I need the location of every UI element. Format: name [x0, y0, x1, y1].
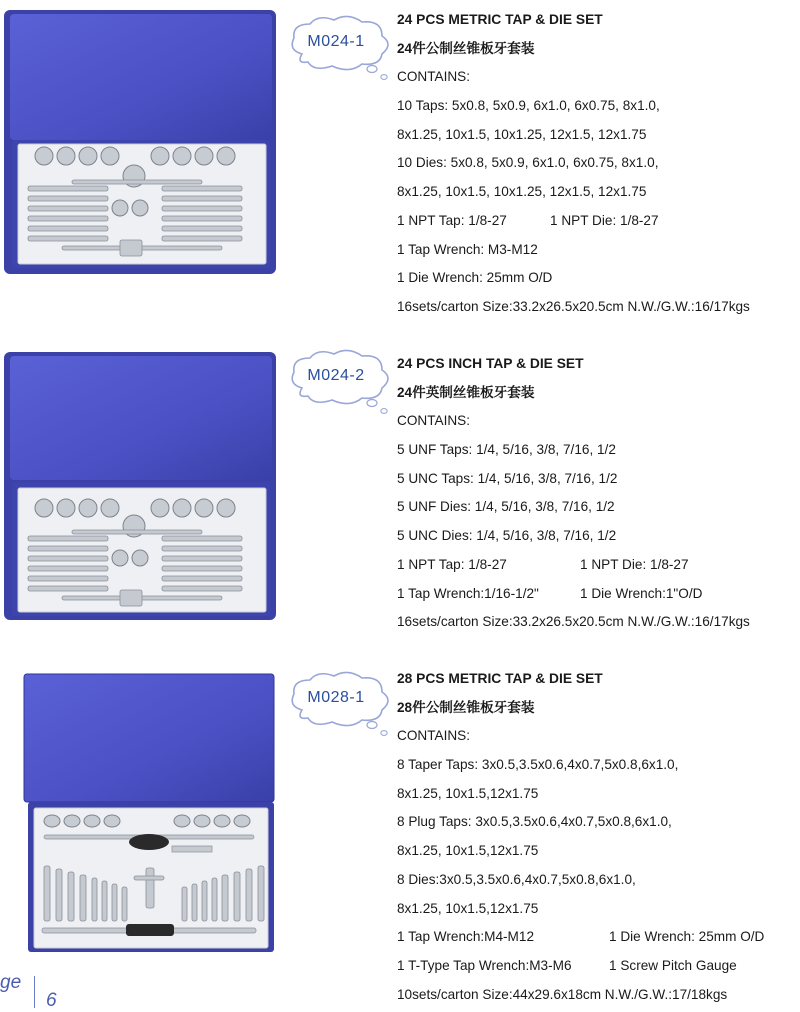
- spec-line: 8 Plug Taps: 3x0.5,3.5x0.6,4x0.7,5x0.8,6x1.0,: [397, 814, 672, 830]
- product-title: 28 PCS METRIC TAP & DIE SET: [397, 671, 603, 686]
- spec-pair-right: 1 Die Wrench: 25mm O/D: [609, 929, 765, 945]
- spec-line: 8 Taper Taps: 3x0.5,3.5x0.6,4x0.7,5x0.8,6x1.0,: [397, 757, 679, 773]
- spec-pair-right: 1 NPT Die: 1/8-27: [580, 556, 689, 572]
- page-label-fragment: ge: [0, 972, 22, 993]
- product-m028-1: [0, 660, 800, 1005]
- page-number: 6: [46, 990, 57, 1011]
- spec-pair-line: [397, 207, 750, 236]
- spec-line: 10 Taps: 5x0.8, 5x0.9, 6x1.0, 6x0.75, 8x1.0,: [397, 98, 660, 114]
- model-code: M024-1: [307, 33, 365, 50]
- product-subtitle: 24件公制丝锥板牙套装: [397, 40, 535, 56]
- spec-pair-left: 1 NPT Tap: 1/8-27: [397, 556, 507, 572]
- spec-block: [397, 350, 750, 637]
- spec-line: 8x1.25, 10x1.5, 10x1.25, 12x1.5, 12x1.75: [397, 184, 647, 200]
- product-photo-case: [22, 672, 278, 957]
- contains-label: CONTAINS:: [397, 728, 471, 744]
- spec-line: 5 UNC Dies: 1/4, 5/16, 3/8, 7/16, 1/2: [397, 528, 617, 544]
- spec-pair-left: 1 Tap Wrench:M4-M12: [397, 929, 535, 945]
- product-subtitle: 28件公制丝锥板牙套装: [397, 699, 535, 715]
- spec-pair-line: [397, 923, 765, 952]
- spec-pair-line: [397, 952, 737, 981]
- spec-line: 5 UNF Dies: 1/4, 5/16, 3/8, 7/16, 1/2: [397, 499, 615, 515]
- spec-line: 8x1.25, 10x1.5, 10x1.25, 12x1.5, 12x1.75: [397, 126, 647, 142]
- spec-line: 8x1.25, 10x1.5,12x1.75: [397, 843, 539, 859]
- spec-line: 5 UNF Taps: 1/4, 5/16, 3/8, 7/16, 1/2: [397, 442, 616, 458]
- model-code-bubble: [286, 348, 402, 418]
- spec-pair-right: 1 Screw Pitch Gauge: [609, 957, 737, 973]
- spec-line: 8x1.25, 10x1.5,12x1.75: [397, 900, 539, 916]
- product-photo-case: [2, 8, 280, 278]
- spec-line: 1 Tap Wrench: M3-M12: [397, 241, 538, 257]
- product-title: 24 PCS INCH TAP & DIE SET: [397, 356, 584, 371]
- product-title: 24 PCS METRIC TAP & DIE SET: [397, 12, 603, 27]
- model-code: M024-2: [307, 367, 365, 384]
- tool-case-illustration: [22, 672, 278, 957]
- packing-info: 16sets/carton Size:33.2x26.5x20.5cm N.W./G.W.:16/17kgs: [397, 614, 750, 630]
- spec-block: [397, 6, 750, 322]
- spec-block: [397, 665, 765, 1009]
- model-code-bubble: [286, 670, 402, 740]
- spec-pair-line: [397, 580, 750, 609]
- spec-line: 10 Dies: 5x0.8, 5x0.9, 6x1.0, 6x0.75, 8x1.0,: [397, 155, 659, 171]
- packing-info: 10sets/carton Size:44x29.6x18cm N.W./G.W.:17/18kgs: [397, 986, 728, 1002]
- model-code-bubble: [286, 14, 402, 84]
- spec-pair-left: 1 T-Type Tap Wrench:M3-M6: [397, 957, 572, 973]
- spec-pair-right: 1 NPT Die: 1/8-27: [550, 212, 659, 228]
- contains-label: CONTAINS:: [397, 413, 471, 429]
- product-subtitle: 24件英制丝锥板牙套装: [397, 384, 535, 400]
- product-photo-case: [2, 350, 280, 624]
- spec-line: 1 Die Wrench: 25mm O/D: [397, 270, 553, 286]
- spec-pair-left: 1 NPT Tap: 1/8-27: [397, 212, 507, 228]
- spec-pair-line: [397, 551, 750, 580]
- footer-divider: [34, 976, 35, 1008]
- spec-line: 8 Dies:3x0.5,3.5x0.6,4x0.7,5x0.8,6x1.0,: [397, 871, 636, 887]
- spec-pair-left: 1 Tap Wrench:1/16-1/2": [397, 585, 539, 601]
- spec-line: 8x1.25, 10x1.5,12x1.75: [397, 785, 539, 801]
- packing-info: 16sets/carton Size:33.2x26.5x20.5cm N.W./G.W.:16/17kgs: [397, 298, 750, 314]
- product-m024-2: [0, 340, 800, 650]
- product-m024-1: [0, 0, 800, 330]
- spec-line: 5 UNC Taps: 1/4, 5/16, 3/8, 7/16, 1/2: [397, 470, 618, 486]
- tool-case-illustration: [2, 8, 280, 278]
- contains-label: CONTAINS:: [397, 69, 471, 85]
- spec-pair-right: 1 Die Wrench:1"O/D: [580, 585, 703, 601]
- model-code: M028-1: [307, 689, 365, 706]
- tool-case-illustration: [2, 350, 280, 624]
